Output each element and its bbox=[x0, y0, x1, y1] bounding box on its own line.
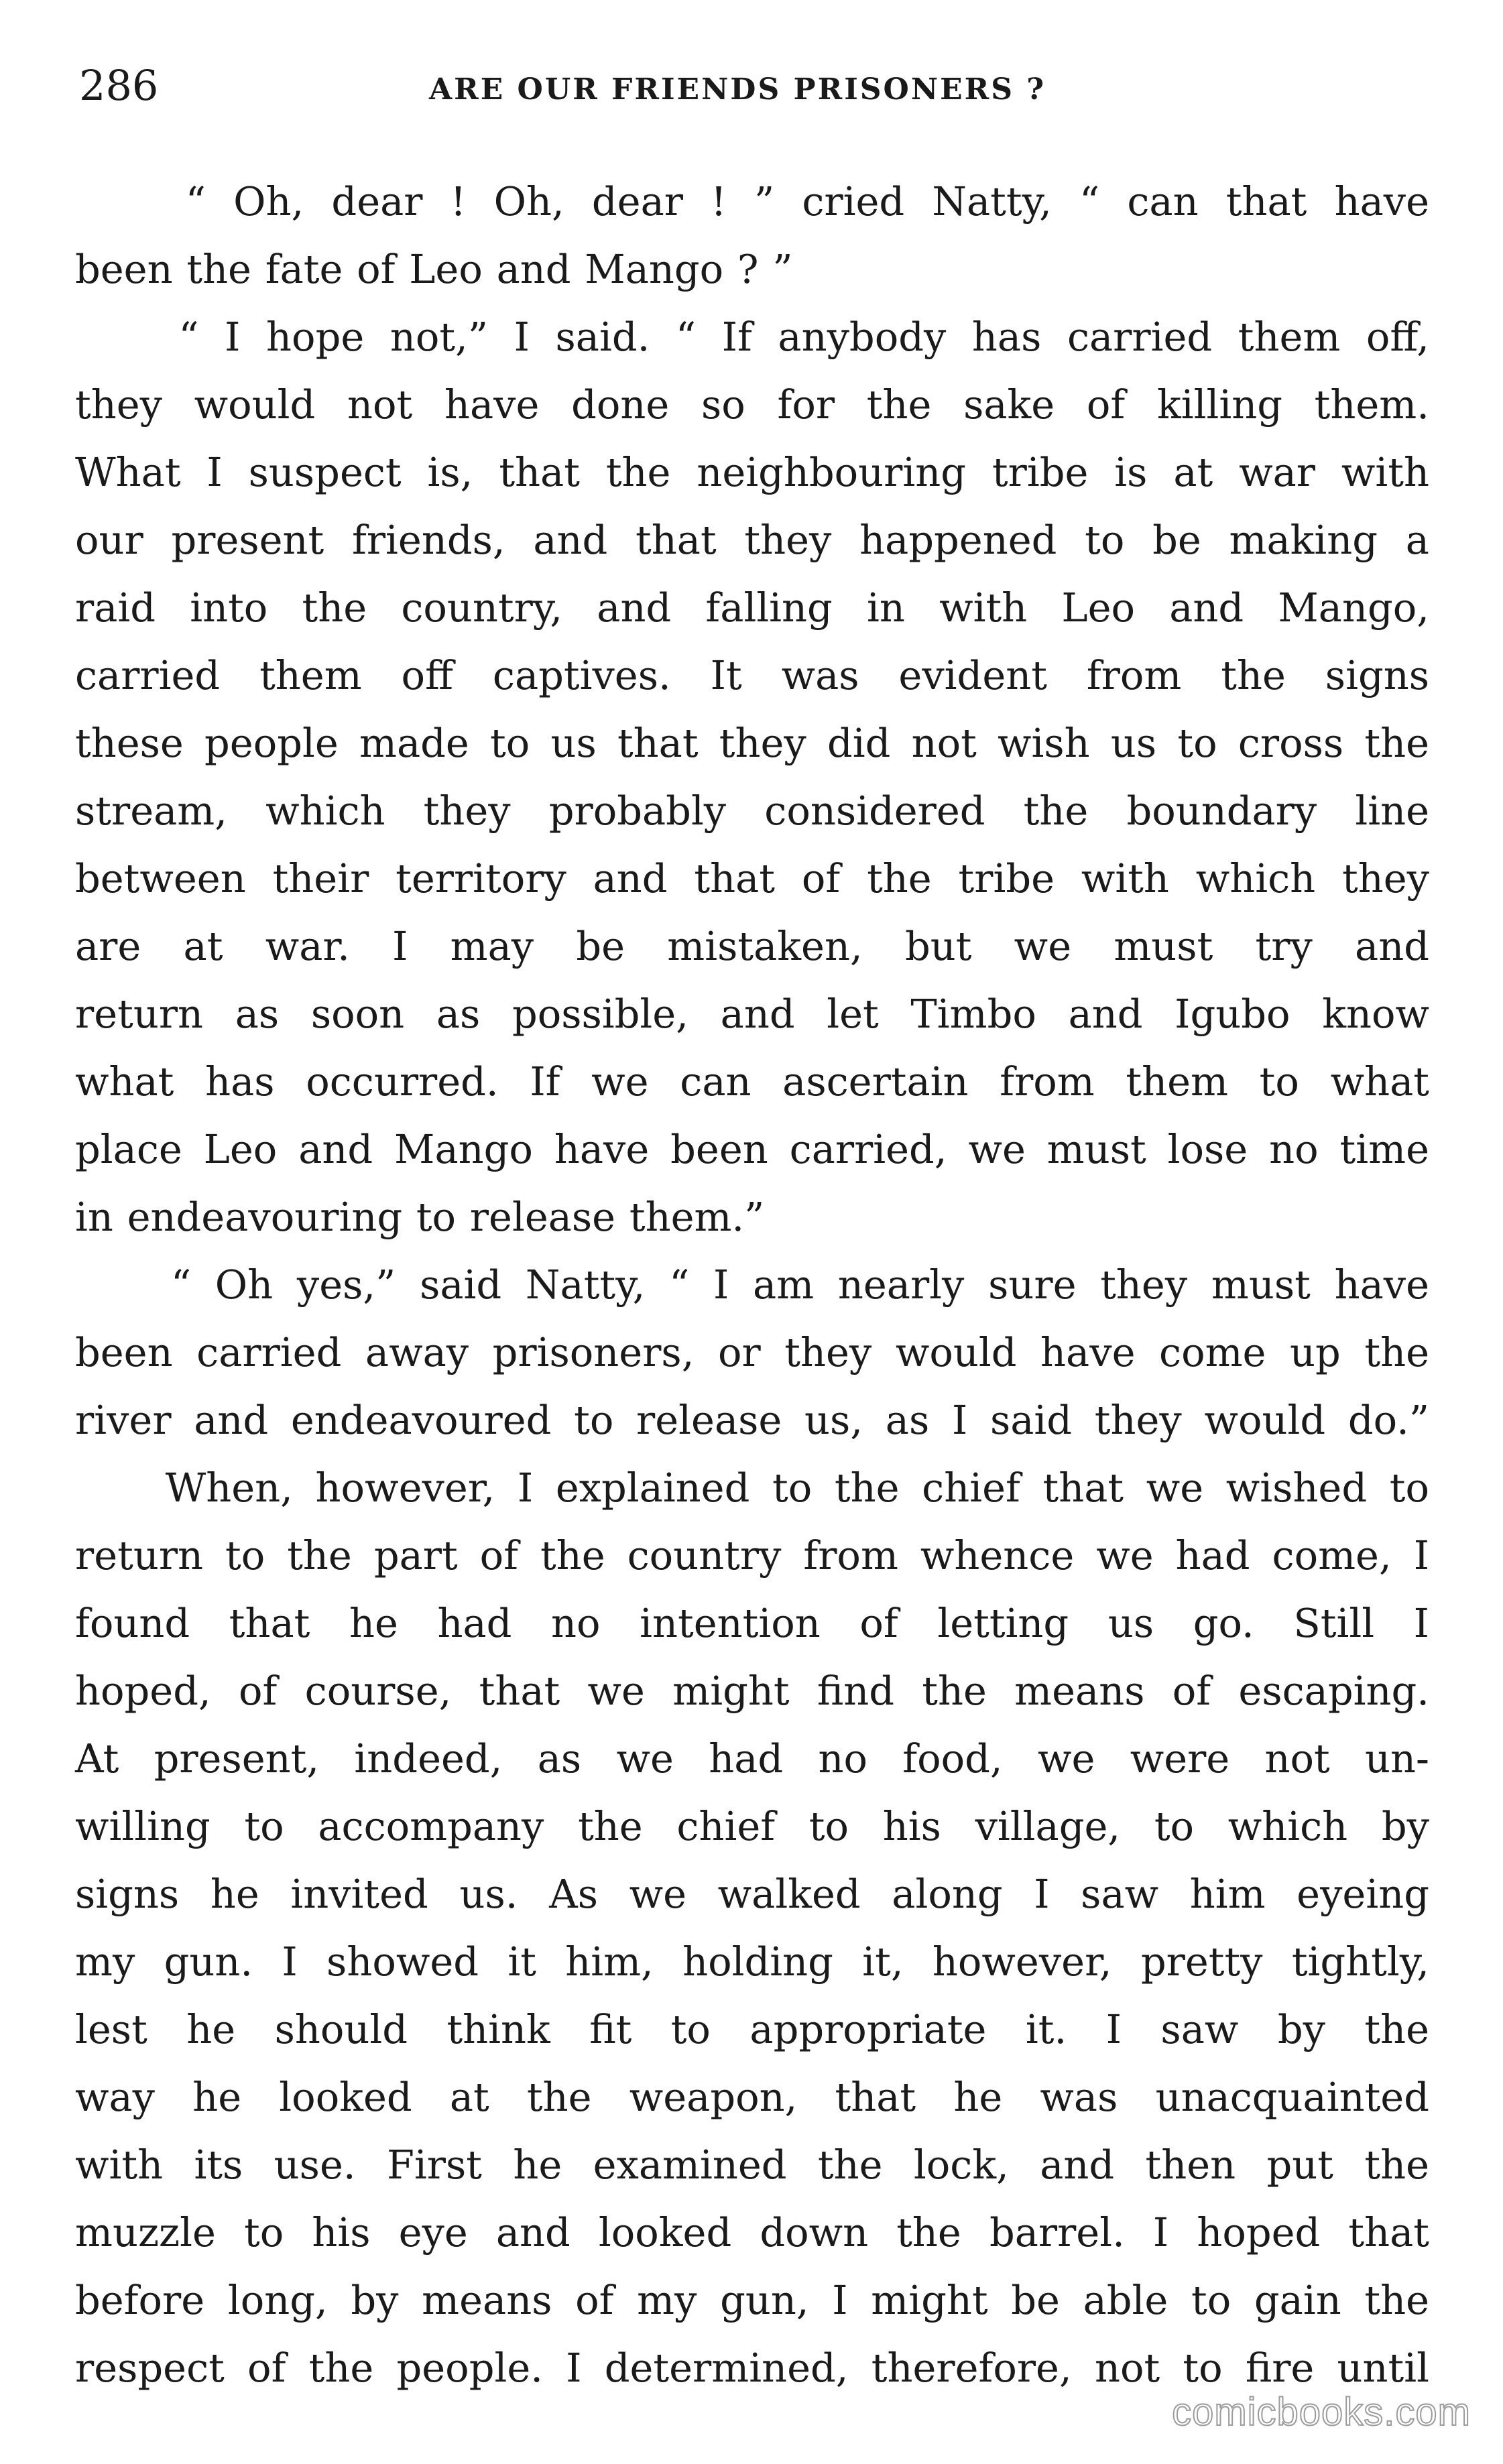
page-number: 286 bbox=[79, 61, 159, 110]
text-line: been the fate of Leo and Mango ? ” bbox=[75, 246, 793, 292]
text-line: in endeavouring to release them.” bbox=[75, 1194, 765, 1240]
text-line: signs he invited us. As we walked along I saw him eyeing bbox=[75, 1871, 1429, 1917]
text-line: these people made to us that they did not wish us to cross the bbox=[75, 720, 1429, 766]
running-head: ARE OUR FRIENDS PRISONERS ? bbox=[429, 72, 1046, 107]
text-line: lest he should think fit to appropriate it. I saw by the bbox=[75, 2006, 1429, 2052]
text-line: are at war. I may be mistaken, but we must try and bbox=[75, 923, 1429, 969]
text-line: place Leo and Mango have been carried, we must lose no time bbox=[75, 1126, 1429, 1172]
text-line: found that he had no intention of letting us go. Still I bbox=[75, 1600, 1429, 1646]
text-line: willing to accompany the chief to his village, to which by bbox=[75, 1803, 1429, 1849]
text-line: river and endeavoured to release us, as I said they would do.” bbox=[75, 1397, 1429, 1443]
text-line: stream, which they probably considered the boundary line bbox=[75, 788, 1429, 834]
text-line: hoped, of course, that we might find the means of escaping. bbox=[75, 1668, 1429, 1714]
page-header bbox=[0, 59, 1503, 119]
text-line: “ Oh, dear ! Oh, dear ! ” cried Natty, “ can that have bbox=[75, 178, 1429, 225]
text-line: between their territory and that of the tribe with which they bbox=[75, 855, 1429, 902]
text-line: what has occurred. If we can ascertain from them to what bbox=[75, 1058, 1429, 1105]
text-line: At present, indeed, as we had no food, we were not un- bbox=[75, 1735, 1429, 1782]
text-line: my gun. I showed it him, holding it, however, pretty tightly, bbox=[75, 1938, 1429, 1985]
text-line: before long, by means of my gun, I might be able to gain the bbox=[75, 2277, 1429, 2323]
text-line: carried them off captives. It was evident from the signs bbox=[75, 652, 1429, 698]
text-line: muzzle to his eye and looked down the barrel. I hoped that bbox=[75, 2209, 1429, 2256]
text-line: been carried away prisoners, or they would have come up the bbox=[75, 1329, 1429, 1375]
text-line: way he looked at the weapon, that he was unacquainted bbox=[75, 2074, 1429, 2120]
text-line: respect of the people. I determined, therefore, not to fire until bbox=[75, 2345, 1429, 2391]
text-line: return to the part of the country from whence we had come, I bbox=[75, 1532, 1429, 1579]
text-line: raid into the country, and falling in with Leo and Mango, bbox=[75, 584, 1429, 631]
text-line: What I suspect is, that the neighbouring tribe is at war with bbox=[75, 449, 1429, 495]
text-line: return as soon as possible, and let Timbo and Igubo know bbox=[75, 991, 1429, 1037]
text-line: “ Oh yes,” said Natty, “ I am nearly sure they must have bbox=[75, 1261, 1429, 1308]
body-text bbox=[75, 168, 1429, 2402]
text-line: with its use. First he examined the lock, and then put the bbox=[75, 2142, 1429, 2188]
watermark: comicbooks.com bbox=[1172, 2390, 1471, 2434]
text-line: When, however, I explained to the chief that we wished to bbox=[75, 1465, 1429, 1511]
text-line: “ I hope not,” I said. “ If anybody has carried them off, bbox=[75, 314, 1429, 360]
text-line: they would not have done so for the sake of killing them. bbox=[75, 381, 1429, 428]
text-line: our present friends, and that they happened to be making a bbox=[75, 517, 1429, 563]
